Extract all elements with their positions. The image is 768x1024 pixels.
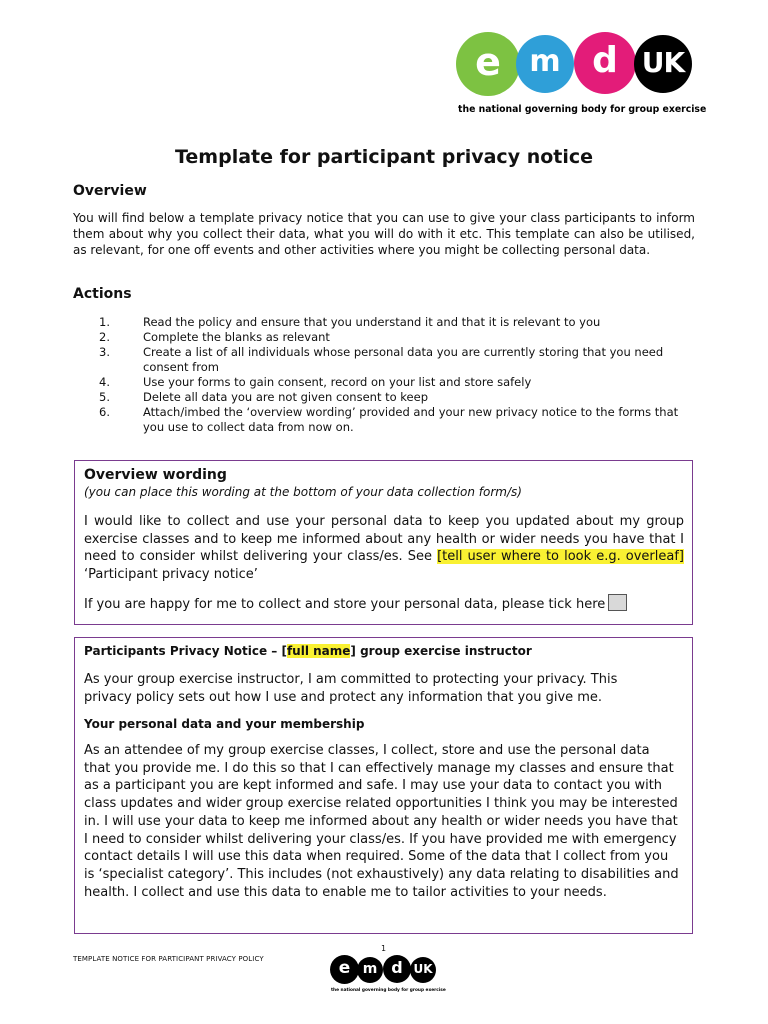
list-item [96, 390, 696, 405]
list-item-number: 5. [99, 390, 110, 404]
list-item [96, 315, 696, 330]
list-item-number: 2. [99, 330, 110, 344]
logo-circle-m: m [516, 35, 574, 93]
overview-wording-text-end: ‘Participant privacy notice’ [84, 567, 258, 583]
list-item-number: 6. [99, 405, 110, 419]
footer-emduk-logo [330, 955, 446, 1000]
list-item-number: 1. [99, 315, 110, 329]
consent-text: If you are happy for me to collect and store your personal data, please tick here [84, 597, 606, 612]
list-item-text: Attach/imbed the ‘overview wording’ provided and your new privacy notice to the forms that you use to collect data from now on. [143, 405, 679, 434]
list-item-text: Use your forms to gain consent, record on your list and store safely [143, 375, 532, 389]
consent-row [84, 594, 627, 612]
overview-wording-text: I would like to collect and use your personal data to keep you updated about my group exercise classes and to keep me informed about any health or wider needs you have that I need to consider whilst delivering your class/es. See [84, 514, 684, 565]
list-item-number: 4. [99, 375, 110, 389]
footer-logo-circle-uk: UK [410, 957, 436, 983]
overview-wording-note: (you can place this wording at the bottom of your data collection form/s) [84, 485, 522, 499]
overview-text: You will find below a template privacy notice that you can use to give your class participants to inform them about why you collect their data, what you will do with it etc. This template can also be utilised, as relevant, for one off events and other activities where you might be collecting personal data. [73, 211, 695, 258]
list-item-text: Delete all data you are not given consent to keep [143, 390, 429, 404]
footer-text: TEMPLATE NOTICE FOR PARTICIPANT PRIVACY POLICY [73, 955, 264, 963]
highlighted-placeholder: [tell user where to look e.g. overleaf] [437, 549, 685, 565]
overview-wording-box [74, 460, 693, 625]
emduk-logo [456, 32, 707, 122]
privacy-body: As an attendee of my group exercise classes, I collect, store and use the personal data that you provide me. I do this so that I can effectively manage my classes and ensure that as a participant you are kept informed and safe. I may use your data to contact you with class updates and wider group exercise related opportunities I think you may be interested in. I will use your data to keep me informed about any health or wider needs you have that I need to consider whilst delivering your class/es. If you have provided me with emergency contact details I will use this data when required. Some of the data that I collect from you is ‘specialist category’. This includes (not exhaustively) any data relating to disabilities and health. I collect and use this data to enable me to tailor activities to your needs. [84, 743, 679, 900]
page-title: Template for participant privacy notice [174, 146, 594, 168]
footer-logo-tagline: the national governing body for group exercise [331, 988, 446, 993]
privacy-intro: As your group exercise instructor, I am committed to protecting your privacy. This privacy policy sets out how I use and protect any information that you give me. [84, 672, 618, 705]
footer-logo-circle-e: e [330, 955, 359, 984]
overview-heading: Overview [73, 183, 147, 199]
highlighted-placeholder: full name [286, 644, 351, 658]
list-item [96, 330, 696, 345]
privacy-subheading: Your personal data and your membership [84, 717, 365, 731]
list-item [96, 405, 696, 435]
logo-circle-d: d [574, 32, 636, 94]
list-item-text: Create a list of all individuals whose personal data you are currently storing that you need consent from [143, 345, 664, 374]
overview-wording-heading: Overview wording [84, 467, 227, 483]
footer-logo-circle-d: d [383, 955, 411, 983]
list-item-number: 3. [99, 345, 110, 359]
privacy-notice-heading [84, 644, 532, 658]
logo-tagline: the national governing body for group exercise [458, 104, 707, 115]
overview-wording-paragraph [84, 513, 684, 584]
list-item [96, 375, 696, 390]
privacy-heading-start: Participants Privacy Notice – [ [84, 644, 287, 658]
list-item-text: Complete the blanks as relevant [143, 330, 330, 344]
privacy-notice-box [74, 637, 693, 934]
logo-circle-uk: UK [634, 35, 692, 93]
actions-heading: Actions [73, 286, 132, 302]
list-item-text: Read the policy and ensure that you understand it and that it is relevant to you [143, 315, 601, 329]
footer-logo-circle-m: m [357, 957, 383, 983]
page-number: 1 [381, 944, 387, 953]
logo-circle-e: e [456, 32, 520, 96]
privacy-heading-end: ] group exercise instructor [350, 644, 532, 658]
list-item [96, 345, 696, 375]
consent-checkbox[interactable] [608, 594, 627, 611]
actions-list [96, 315, 696, 435]
